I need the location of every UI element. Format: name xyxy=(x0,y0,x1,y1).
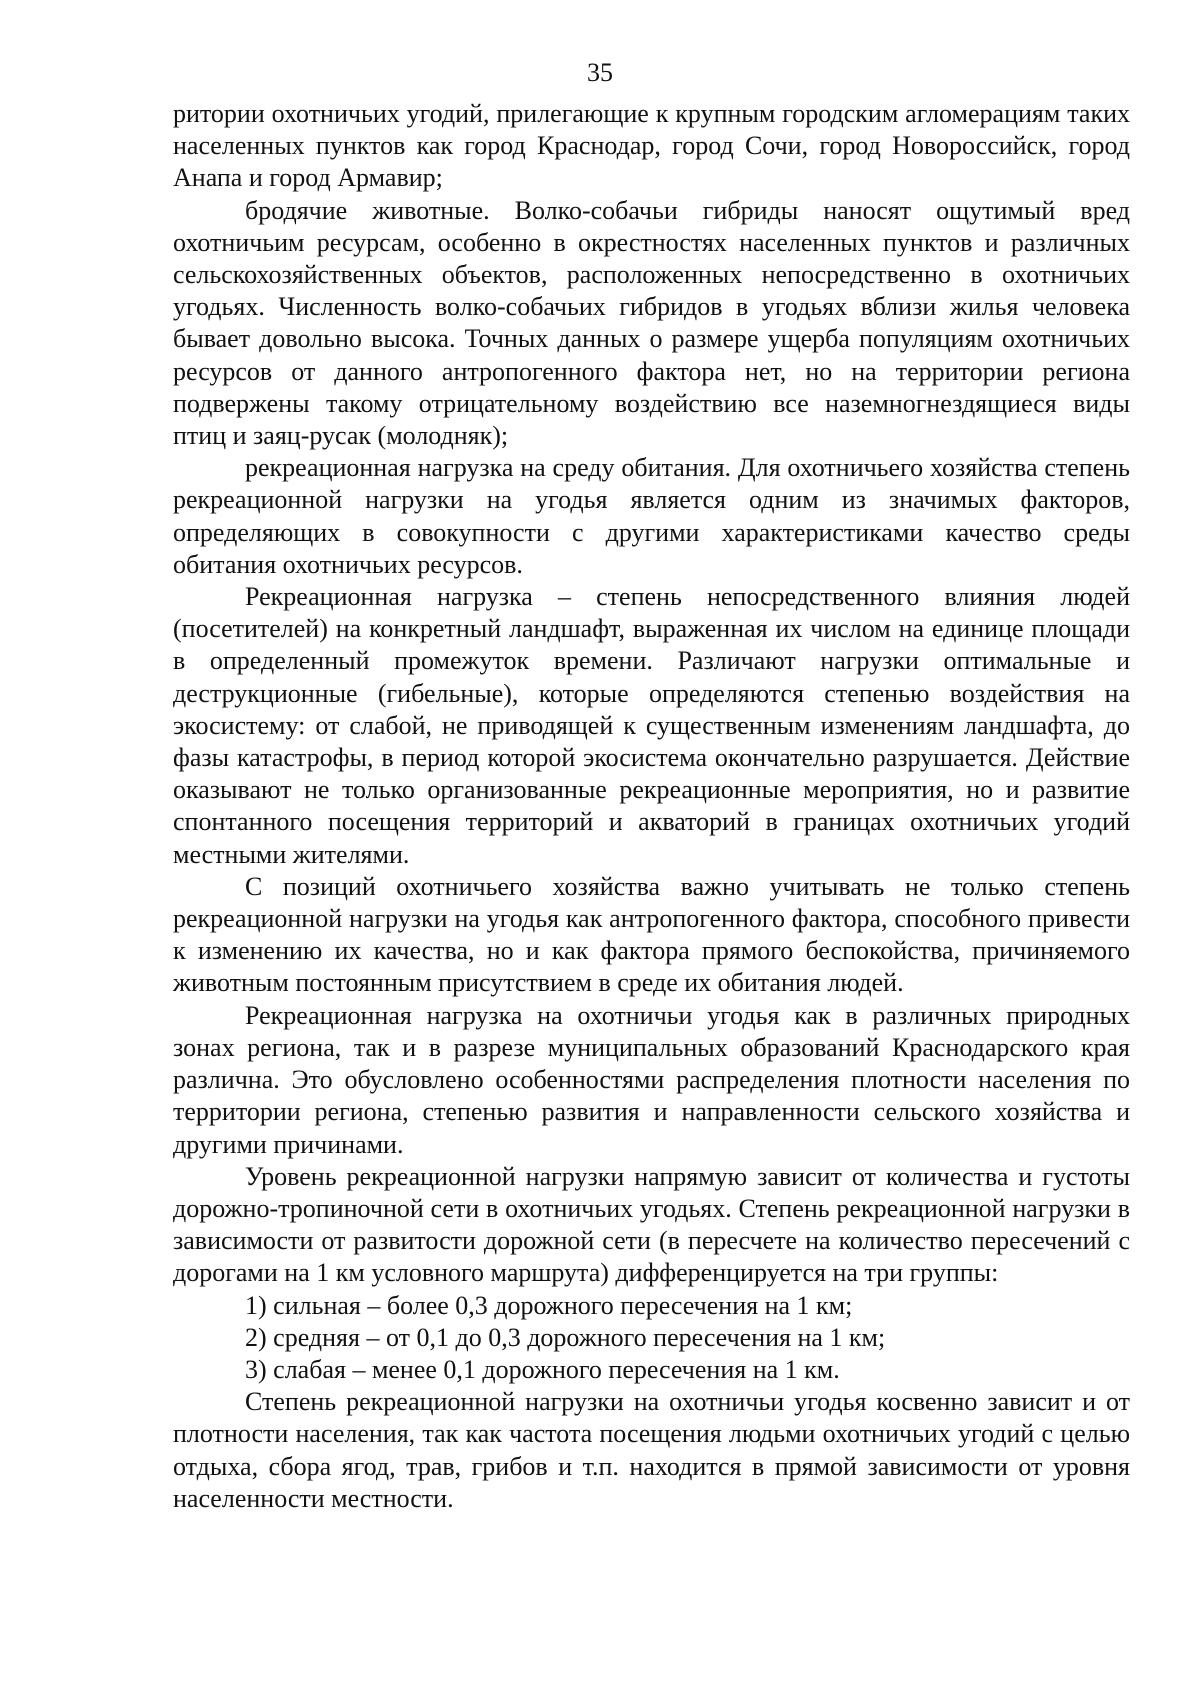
paragraph-hunting-position: С позиций охотничьего хозяйства важно учитывать не только степень рекреационной нагрузки на угодья как антропогенного фактора, способного привести к изменению их качества, но и как фактора прямого беспокойства, причиняемого животным постоянным присутствием в среде их обитания людей. xyxy=(173,871,1130,998)
page-number: 35 xyxy=(587,58,613,87)
list-item-weak: 3) слабая – менее 0,1 дорожного пересечения на 1 км. xyxy=(245,1354,840,1384)
list-item-medium: 2) средняя – от 0,1 до 0,3 дорожного пересечения на 1 км; xyxy=(245,1322,886,1352)
paragraph-continuation: ритории охотничьих угодий, прилегающие к крупным городским агломерациям таких населенных пунктов как город Краснодар, город Сочи, город Новороссийск, город Анапа и город Армавир; xyxy=(173,99,1130,193)
paragraph-population-density: Степень рекреационной нагрузки на охотничьи угодья косвенно зависит и от плотности населения, так как частота посещения людьми охотничьих угодий с целью отдыха, сбора ягод, трав, грибов и т.п. находится в прямой зависимости от уровня населенности местности. xyxy=(173,1387,1130,1513)
paragraph-stray-animals: бродячие животные. Волко-собачьи гибриды наносят ощутимый вред охотничьим ресурсам, особенно в окрестностях населенных пунктов и различных сельскохозяйственных объектов, расположенных непосредственно в охотничьих угодьях. Численность волко-собачьих гибридов в угодьях вблизи жилья человека бывает довольно высока. Точных данных о размере ущерба популяциям охотничьих ресурсов от данного антропогенного фактора нет, но на территории региона подвержены такому отрицательному воздействию все наземногнездящиеся виды птиц и заяц-русак (молодняк); xyxy=(173,195,1130,451)
list-item-strong: 1) сильная – более 0,3 дорожного пересечения на 1 км; xyxy=(245,1290,853,1320)
paragraph-recreational-load: рекреационная нагрузка на среду обитания. Для охотничьего хозяйства степень рекреационной нагрузки на угодья является одним из значимых факторов, определяющих в совокупности с другими характеристиками качество среды обитания охотничьих ресурсов. xyxy=(173,453,1130,579)
paragraph-regional-differences: Рекреационная нагрузка на охотничьи угодья как в различных природных зонах региона, так и в разрезе муниципальных образований Краснодарского края различна. Это обусловлено особенностями распределения плотности населения по территории региона, степенью развития и направленности сельского хозяйства и другими причинами. xyxy=(173,1000,1130,1159)
body-text xyxy=(173,98,1130,1515)
paragraph-recreational-definition: Рекреационная нагрузка – степень непосредственного влияния людей (посетителей) на конкретный ландшафт, выраженная их числом на единице площади в определенный промежуток времени. Различают нагрузки оптимальные и деструкционные (гибельные), которые определяются степенью воздействия на экосистему: от слабой, не приводящей к существенным изменениям ландшафта, до фазы катастрофы, в период которой экосистема окончательно разрушается. Действие оказывают не только организованные рекреационные мероприятия, но и развитие спонтанного посещения территорий и акваторий в границах охотничьих угодий местными жителями. xyxy=(173,582,1130,869)
paragraph-road-network: Уровень рекреационной нагрузки напрямую зависит от количества и густоты дорожно-тропиночной сети в охотничьих угодьях. Степень рекреационной нагрузки в зависимости от развитости дорожной сети (в пересчете на количество пересечений с дорогами на 1 км условного маршрута) дифференцируется на три группы: xyxy=(173,1161,1130,1288)
